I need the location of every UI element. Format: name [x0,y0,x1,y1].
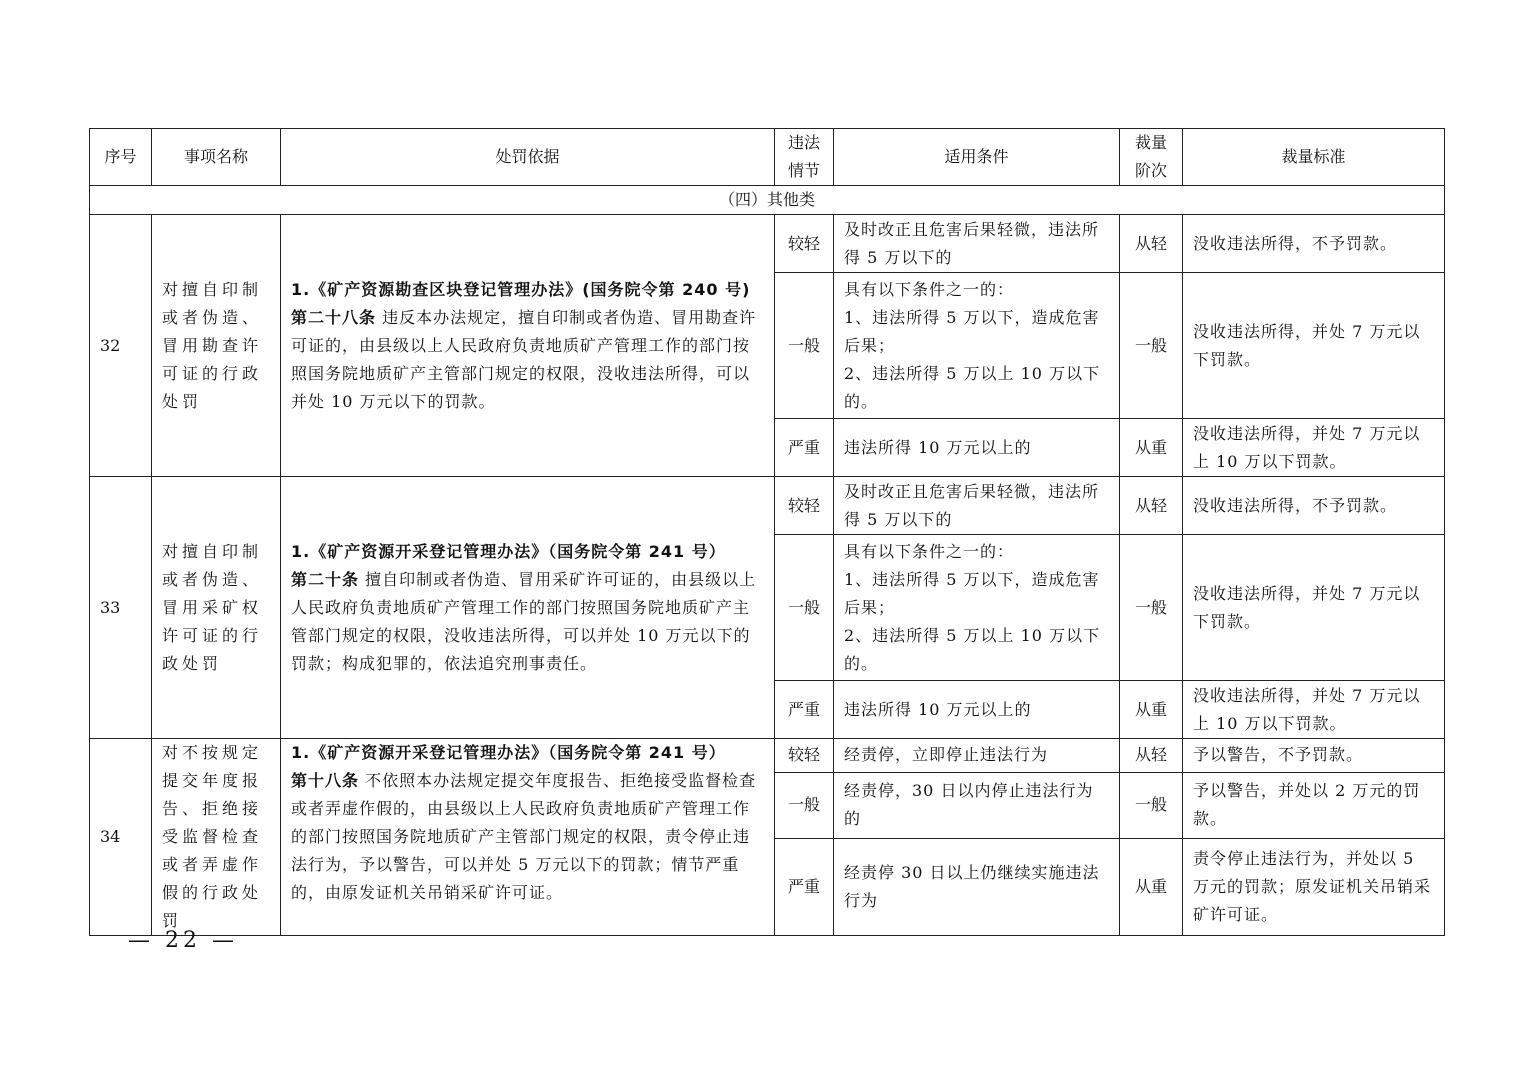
header-row [90,129,1445,186]
header-condition: 适用条件 [834,129,1120,186]
row-condition: 经责停，立即停止违法行为 [834,739,1120,773]
row-seq: 34 [90,739,152,936]
header-level: 裁量阶次 [1120,129,1183,186]
row-standard: 没收违法所得，并处 7 万元以下罚款。 [1183,273,1445,419]
header-basis: 处罚依据 [281,129,775,186]
row-plot: 一般 [775,535,834,681]
row-condition: 具有以下条件之一的： 1、违法所得 5 万以下，造成危害后果； 2、违法所得 5 万以上 10 万以下的。 [834,273,1120,419]
header-plot: 违法情节 [775,129,834,186]
table-row [90,215,1445,273]
row-plot: 一般 [775,772,834,838]
row-plot: 严重 [775,419,834,477]
row-standard: 没收违法所得，并处 7 万元以下罚款。 [1183,535,1445,681]
basis-text: 违反本办法规定，擅自印制或者伪造、冒用勘查许可证的，由县级以上人民政府负责地质矿产管理工作的部门按照国务院地质矿产主管部门规定的权限，没收违法所得，可以并处 10 万元以下的罚款。 [291,307,757,411]
section-row [90,186,1445,215]
basis-article: 第十八条 [291,771,360,790]
table-row [90,739,1445,773]
row-condition: 经责停 30 日以上仍继续实施违法行为 [834,838,1120,935]
basis-title: 1.《矿产资源开采登记管理办法》（国务院令第 241 号） [291,541,726,561]
row-basis [281,215,775,477]
row-level: 从重 [1120,681,1183,739]
row-seq: 32 [90,215,152,477]
row-level: 一般 [1120,273,1183,419]
row-level: 一般 [1120,772,1183,838]
row-condition: 经责停，30 日以内停止违法行为的 [834,772,1120,838]
row-item-name: 对擅自印制或者伪造、冒用勘查许可证的行政处罚 [152,215,281,477]
row-basis [281,477,775,739]
row-level: 从重 [1120,419,1183,477]
row-level: 从轻 [1120,215,1183,273]
section-title: （四）其他类 [90,186,1445,215]
row-plot: 较轻 [775,477,834,535]
row-condition: 具有以下条件之一的： 1、违法所得 5 万以下，造成危害后果； 2、违法所得 5 万以上 10 万以下的。 [834,535,1120,681]
row-plot: 严重 [775,838,834,935]
page-number: — 22 — [128,928,238,953]
row-standard: 予以警告，不予罚款。 [1183,739,1445,773]
row-level: 从轻 [1120,739,1183,773]
header-standard: 裁量标准 [1183,129,1445,186]
row-basis [281,739,775,936]
row-standard: 没收违法所得，不予罚款。 [1183,477,1445,535]
row-item-name: 对不按规定提交年度报告、拒绝接受监督检查或者弄虚作假的行政处罚 [152,739,281,936]
row-level: 从轻 [1120,477,1183,535]
row-condition: 及时改正且危害后果轻微，违法所得 5 万以下的 [834,215,1120,273]
basis-text: 不依照本办法规定提交年度报告、拒绝接受监督检查或者弄虚作假的，由县级以上人民政府负责地质矿产管理工作的部门按照国务院地质矿产主管部门规定的权限，责令停止违法行为，予以警告，可以并处 5 万元以下的罚款；情节严重的，由原发证机关吊销采矿许可证。 [291,771,757,902]
row-standard: 没收违法所得，并处 7 万元以上 10 万以下罚款。 [1183,419,1445,477]
row-plot: 一般 [775,273,834,419]
row-plot: 较轻 [775,739,834,773]
basis-title: 1.《矿产资源勘查区块登记管理办法》(国务院令第 240 号) [291,279,751,299]
basis-article: 第二十八条 [291,307,377,327]
row-item-name: 对擅自印制或者伪造、冒用采矿权许可证的行政处罚 [152,477,281,739]
row-standard: 没收违法所得，并处 7 万元以上 10 万以下罚款。 [1183,681,1445,739]
row-standard: 没收违法所得，不予罚款。 [1183,215,1445,273]
row-plot: 较轻 [775,215,834,273]
discretion-table [89,128,1445,936]
table-row [90,477,1445,535]
basis-text: 擅自印制或者伪造、冒用采矿许可证的，由县级以上人民政府负责地质矿产管理工作的部门按照国务院地质矿产主管部门规定的权限，没收违法所得，可以并处 10 万元以下的罚款；构成犯罪的，依法追究刑事责任。 [291,569,757,673]
row-condition: 违法所得 10 万元以上的 [834,681,1120,739]
row-standard: 予以警告，并处以 2 万元的罚款。 [1183,772,1445,838]
basis-article: 第二十条 [291,569,360,589]
row-level: 一般 [1120,535,1183,681]
basis-title: 1.《矿产资源开采登记管理办法》（国务院令第 241 号） [291,743,726,762]
row-plot: 严重 [775,681,834,739]
header-item: 事项名称 [152,129,281,186]
row-level: 从重 [1120,838,1183,935]
row-seq: 33 [90,477,152,739]
row-standard: 责令停止违法行为，并处以 5 万元的罚款；原发证机关吊销采矿许可证。 [1183,838,1445,935]
row-condition: 及时改正且危害后果轻微，违法所得 5 万以下的 [834,477,1120,535]
header-seq: 序号 [90,129,152,186]
row-condition: 违法所得 10 万元以上的 [834,419,1120,477]
